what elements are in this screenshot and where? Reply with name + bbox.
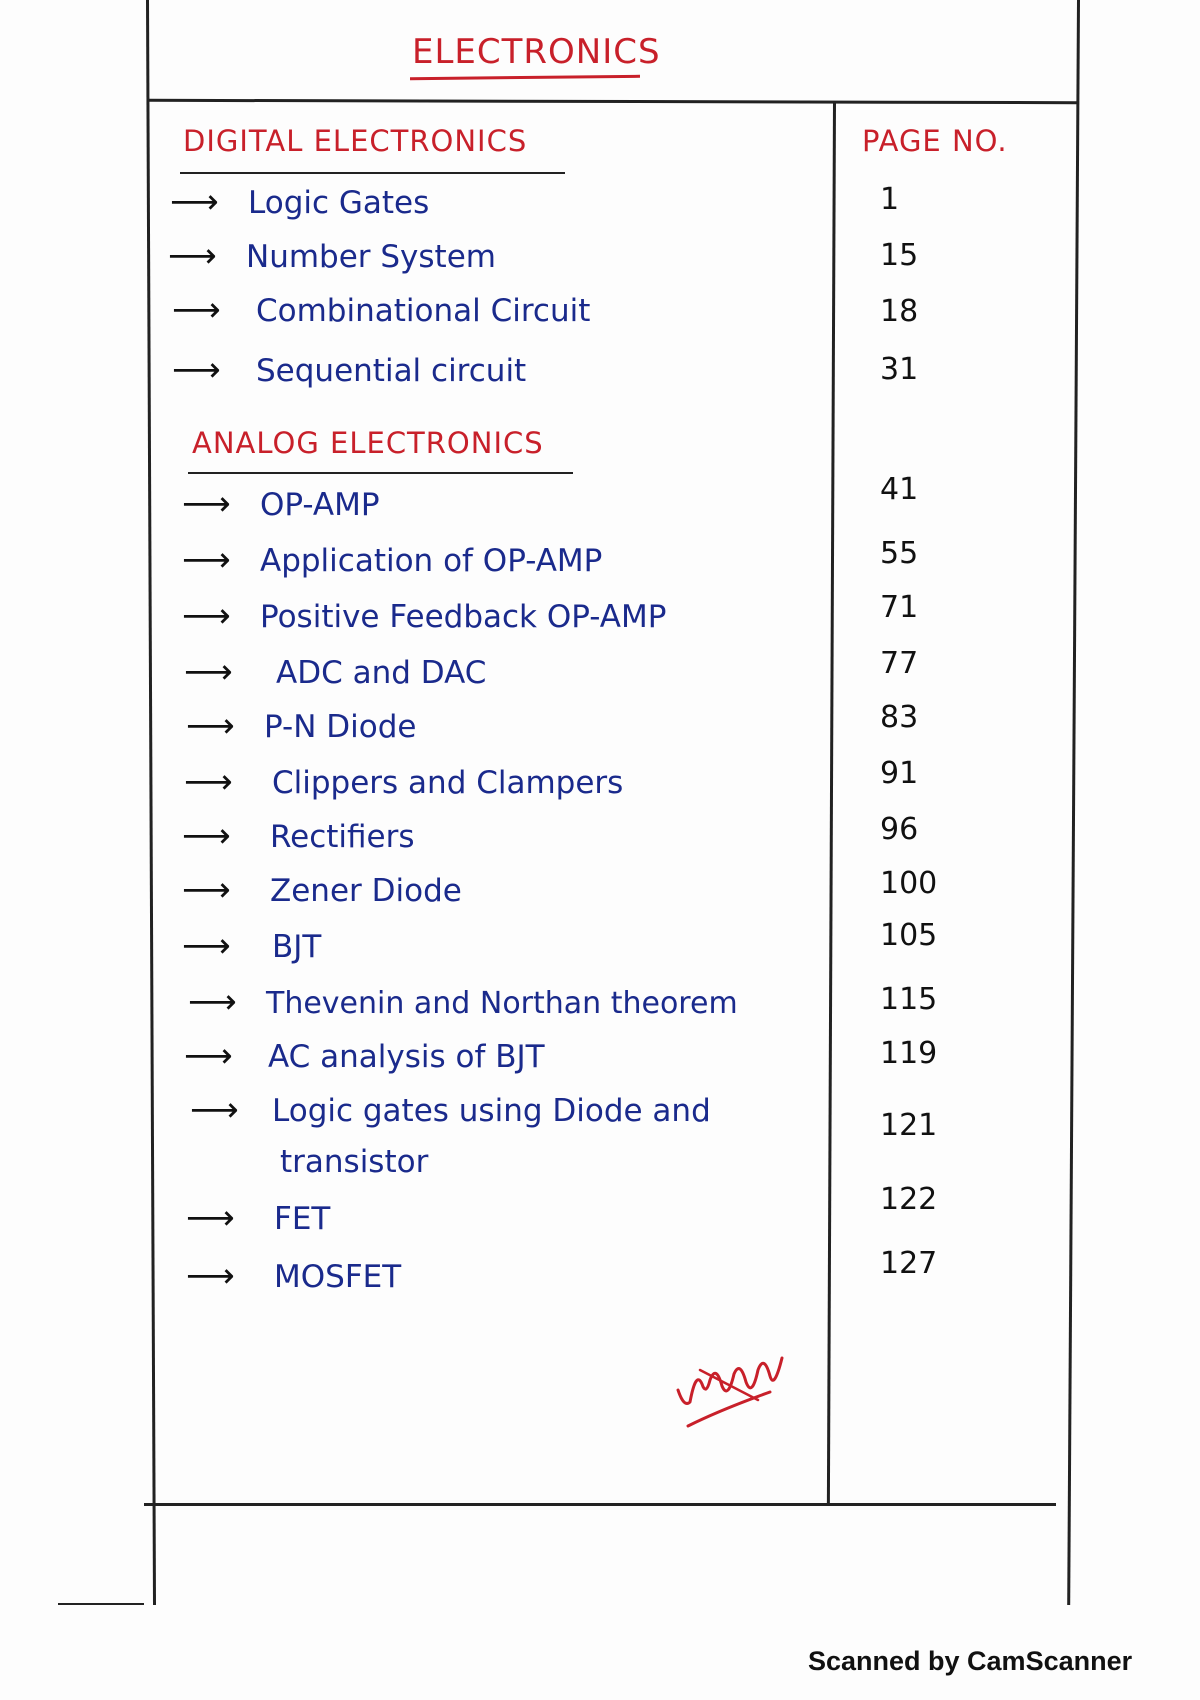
page-no-header: PAGE NO. (862, 124, 1008, 158)
section-heading-analog: ANALOG ELECTRONICS (192, 426, 544, 460)
signature-mark (670, 1340, 790, 1430)
item-page-number: 31 (880, 352, 919, 387)
list-item (190, 1090, 711, 1130)
arrow-icon: ⟶ (182, 540, 231, 580)
item-page-number: 119 (880, 1036, 938, 1071)
item-page-number: 71 (880, 590, 919, 625)
item-page-number: 1 (880, 182, 900, 217)
item-label: Thevenin and Northan theorem (266, 986, 738, 1021)
list-item-continuation (280, 1144, 428, 1180)
arrow-icon: ⟶ (170, 182, 219, 222)
arrow-icon: ⟶ (182, 816, 231, 856)
item-label: ADC and DAC (276, 655, 487, 691)
item-label: Positive Feedback OP-AMP (260, 599, 667, 635)
section-underline-analog (188, 472, 573, 474)
list-item (188, 982, 738, 1022)
list-item (182, 870, 462, 910)
arrow-icon: ⟶ (168, 236, 217, 276)
right-margin-rule (1067, 0, 1080, 1605)
item-label: Rectifiers (270, 819, 415, 855)
arrow-icon: ⟶ (186, 1198, 235, 1238)
item-label: AC analysis of BJT (268, 1039, 545, 1075)
item-label: Sequential circuit (256, 353, 527, 389)
arrow-icon: ⟶ (182, 484, 231, 524)
header-rule (148, 99, 1078, 104)
arrow-icon: ⟶ (188, 982, 237, 1022)
item-page-number: 96 (880, 812, 919, 847)
section-underline-digital (180, 172, 565, 174)
item-label-line2: transistor (280, 1144, 429, 1180)
item-label: Combinational Circuit (256, 293, 591, 329)
list-item (182, 484, 380, 524)
item-label: FET (274, 1201, 331, 1237)
title-underline (410, 75, 640, 80)
list-item (172, 350, 526, 390)
arrow-icon: ⟶ (182, 926, 231, 966)
item-page-number: 77 (880, 646, 919, 681)
item-label: Zener Diode (270, 873, 462, 909)
scanner-watermark: Scanned by CamScanner (808, 1646, 1133, 1676)
arrow-icon: ⟶ (190, 1090, 239, 1130)
item-page-number: 122 (880, 1182, 938, 1217)
footer-tick-rule (58, 1603, 144, 1605)
item-page-number: 105 (880, 918, 938, 953)
list-item (168, 236, 496, 276)
item-page-number: 18 (880, 294, 919, 329)
list-item (172, 290, 590, 330)
item-page-number: 121 (880, 1108, 938, 1143)
item-page-number: 41 (880, 472, 919, 507)
list-item (186, 1256, 401, 1296)
item-page-number: 127 (880, 1246, 938, 1281)
arrow-icon: ⟶ (184, 1036, 233, 1076)
item-label: BJT (272, 929, 322, 965)
arrow-icon: ⟶ (186, 706, 235, 746)
list-item (184, 1036, 545, 1076)
list-item (182, 926, 321, 966)
arrow-icon: ⟶ (182, 596, 231, 636)
list-item (184, 652, 486, 692)
item-label: Number System (246, 239, 496, 275)
item-label: Application of OP-AMP (260, 543, 603, 579)
item-page-number: 83 (880, 700, 919, 735)
arrow-icon: ⟶ (184, 652, 233, 692)
item-page-number: 15 (880, 238, 919, 273)
arrow-icon: ⟶ (186, 1256, 235, 1296)
list-item (182, 596, 666, 636)
arrow-icon: ⟶ (184, 762, 233, 802)
list-item (184, 762, 623, 802)
item-label: Logic Gates (248, 185, 430, 221)
arrow-icon: ⟶ (172, 350, 221, 390)
section-heading-digital: DIGITAL ELECTRONICS (183, 124, 528, 158)
page-title: ELECTRONICS (412, 32, 661, 72)
list-item (186, 706, 416, 746)
item-label: P-N Diode (264, 709, 417, 745)
footer-rule (144, 1503, 1056, 1506)
list-item (186, 1198, 330, 1238)
item-label: MOSFET (274, 1259, 402, 1295)
item-label: OP-AMP (260, 487, 380, 523)
arrow-icon: ⟶ (182, 870, 231, 910)
left-margin-rule (146, 0, 156, 1605)
list-item (182, 816, 415, 856)
list-item (182, 540, 602, 580)
item-label: Clippers and Clampers (272, 765, 624, 801)
item-page-number: 100 (880, 866, 938, 901)
item-label: Logic gates using Diode and (272, 1093, 711, 1129)
item-page-number: 115 (880, 982, 938, 1017)
list-item (170, 182, 429, 222)
arrow-icon: ⟶ (172, 290, 221, 330)
item-page-number: 55 (880, 536, 919, 571)
page-number-column-rule (827, 102, 836, 1504)
item-page-number: 91 (880, 756, 919, 791)
